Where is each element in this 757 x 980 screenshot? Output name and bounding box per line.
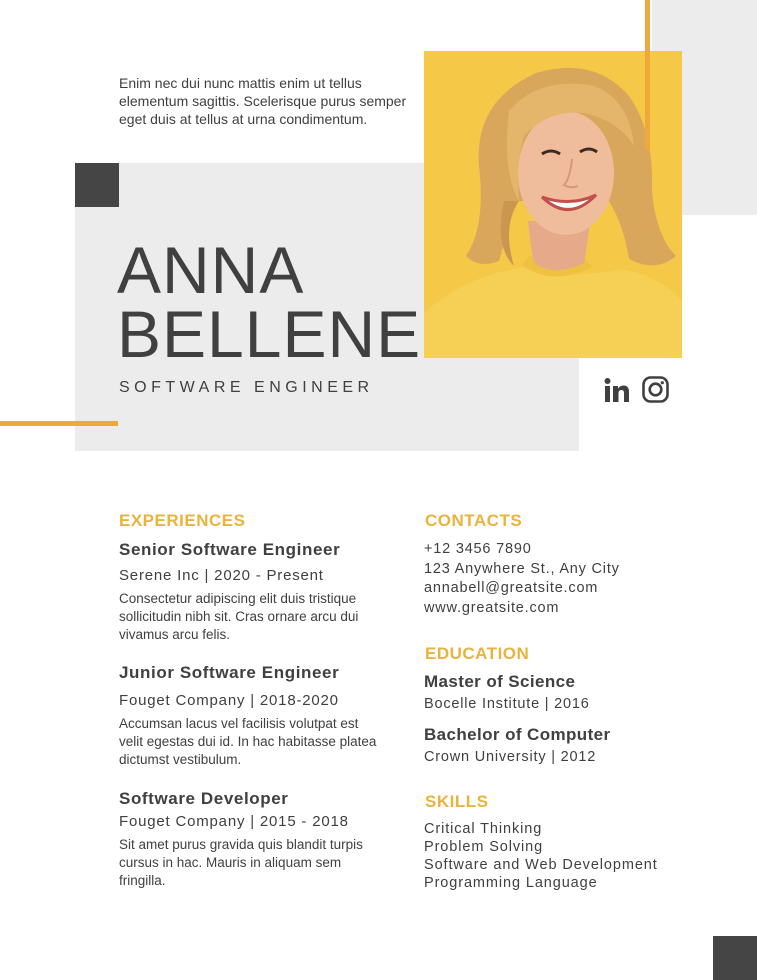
portrait-illustration <box>424 51 682 358</box>
education-school: Crown University | 2012 <box>424 749 597 765</box>
skill-item: Problem Solving <box>424 839 544 855</box>
skills-list <box>424 820 658 892</box>
decor-dark-square <box>75 163 119 207</box>
intro-text: Enim nec dui nunc mattis enim ut tellus elementum sagittis. Scelerisque purus semper eget duis at tellus at urna condimentum. <box>119 75 407 127</box>
experience-item <box>119 789 379 890</box>
contacts-heading: CONTACTS <box>425 511 523 530</box>
linkedin-icon[interactable] <box>604 377 630 403</box>
experience-title: Software Developer <box>119 789 289 808</box>
skill-item: Software and Web Development <box>424 857 658 873</box>
contact-email[interactable]: annabell@greatsite.com <box>424 580 599 596</box>
first-name: ANNA <box>117 233 305 307</box>
experiences-heading: EXPERIENCES <box>119 511 246 530</box>
decor-accent-bar-horizontal <box>0 421 118 426</box>
last-name: BELLENE <box>117 297 422 371</box>
experience-item <box>119 663 379 769</box>
experience-company: Serene Inc | 2020 - Present <box>119 567 324 584</box>
full-name <box>117 233 422 371</box>
contact-phone: +12 3456 7890 <box>424 541 532 557</box>
education-heading: EDUCATION <box>425 644 530 663</box>
experience-description: Consectetur adipiscing elit duis tristique sollicitudin nibh sit. Cras ornare arcu dui vivamus arcu felis. <box>119 591 359 642</box>
job-role: SOFTWARE ENGINEER <box>119 379 374 396</box>
skill-item: Critical Thinking <box>424 821 543 837</box>
skills-heading: SKILLS <box>425 792 489 811</box>
decor-corner-square <box>713 936 757 980</box>
education-degree: Master of Science <box>424 672 576 691</box>
skill-item: Programming Language <box>424 875 598 891</box>
education-item <box>424 725 611 765</box>
decor-accent-bar-vertical <box>645 0 650 150</box>
experience-company: Fouget Company | 2018-2020 <box>119 692 339 709</box>
education-item <box>424 672 590 712</box>
education-degree: Bachelor of Computer <box>424 725 611 744</box>
experience-title: Junior Software Engineer <box>119 663 340 682</box>
experience-description: Sit amet purus gravida quis blandit turpis cursus in hac. Mauris in aliquam sem fringilla. <box>119 837 363 888</box>
experience-company: Fouget Company | 2015 - 2018 <box>119 813 349 830</box>
experience-title: Senior Software Engineer <box>119 540 341 559</box>
contacts-list <box>424 540 620 618</box>
experience-description: Accumsan lacus vel facilisis volutpat est velit egestas dui id. In hac habitasse platea dictumst vestibulum. <box>119 716 377 767</box>
experience-item <box>119 540 379 644</box>
contact-address: 123 Anywhere St., Any City <box>424 560 620 577</box>
education-school: Bocelle Institute | 2016 <box>424 696 590 712</box>
contact-website[interactable]: www.greatsite.com <box>424 599 560 616</box>
instagram-icon[interactable] <box>642 376 669 403</box>
profile-photo <box>424 51 682 358</box>
